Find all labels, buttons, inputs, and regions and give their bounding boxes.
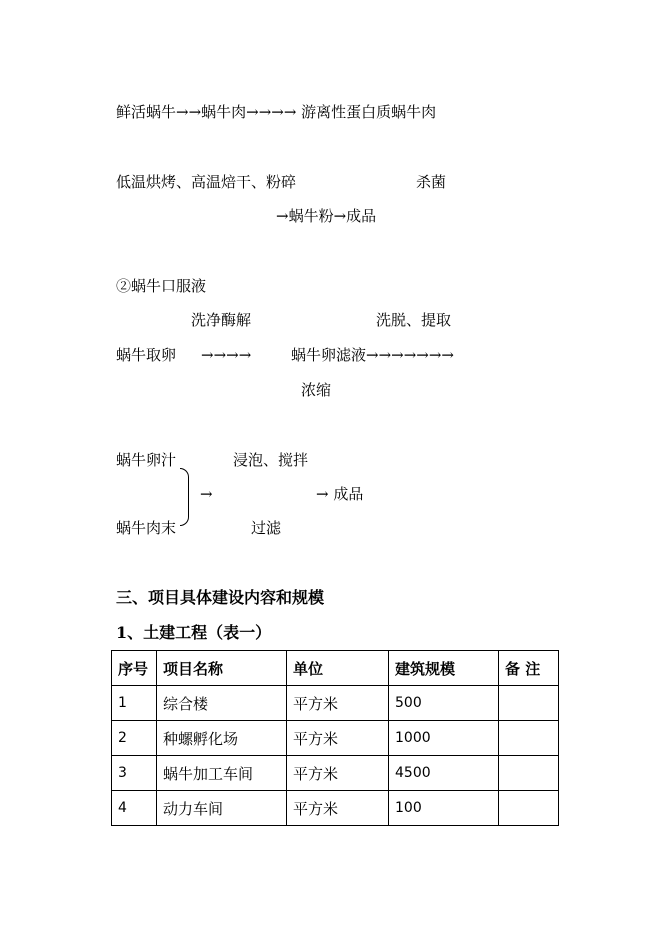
header-index: 序号 <box>112 651 157 686</box>
header-scale: 建筑规模 <box>389 651 499 686</box>
cell-name: 蜗牛加工车间 <box>157 756 287 791</box>
step-start: 蜗牛取卵 <box>116 346 177 364</box>
step-meat-powder: 蜗牛肉末 <box>116 519 177 537</box>
process1-line1: 鲜活蜗牛→→蜗牛肉→→→→ 游离性蛋白质蜗牛肉 <box>116 103 437 121</box>
step-concentrate: 浓缩 <box>301 381 332 399</box>
arrows-1: →→→→ <box>201 346 252 364</box>
cell-remark <box>499 791 559 826</box>
merge-brace <box>180 468 189 526</box>
step-filtrate: 蜗牛卵滤液→→→→→→→ <box>291 346 454 364</box>
label-soak: 浸泡、搅拌 <box>233 451 309 469</box>
cell-scale: 4500 <box>389 756 499 791</box>
cell-scale: 500 <box>389 686 499 721</box>
step-product: → 成品 <box>316 485 364 503</box>
cell-index: 3 <box>112 756 157 791</box>
label-filter: 过滤 <box>251 519 282 537</box>
cell-unit: 平方米 <box>287 686 389 721</box>
table-row <box>112 686 559 721</box>
cell-remark <box>499 756 559 791</box>
cell-scale: 100 <box>389 791 499 826</box>
header-name: 项目名称 <box>157 651 287 686</box>
table-header-row <box>112 651 559 686</box>
cell-unit: 平方米 <box>287 791 389 826</box>
label-elute: 洗脱、提取 <box>376 311 452 329</box>
process1-step-left: 低温烘烤、高温焙干、粉碎 <box>116 173 297 191</box>
cell-index: 2 <box>112 721 157 756</box>
table-row <box>112 721 559 756</box>
process2-title: ②蜗牛口服液 <box>116 277 207 295</box>
process1-line3: →蜗牛粉→成品 <box>276 207 377 225</box>
table-row <box>112 791 559 826</box>
step-egg-juice: 蜗牛卵汁 <box>116 451 177 469</box>
arrow-mid: → <box>200 485 213 503</box>
header-unit: 单位 <box>287 651 389 686</box>
cell-name: 动力车间 <box>157 791 287 826</box>
label-wash: 洗净酶解 <box>191 311 252 329</box>
construction-table <box>111 650 559 826</box>
section-subheading: 1、土建工程（表一） <box>116 623 272 642</box>
cell-scale: 1000 <box>389 721 499 756</box>
process1-step-right: 杀菌 <box>416 173 447 191</box>
table-row <box>112 756 559 791</box>
cell-unit: 平方米 <box>287 721 389 756</box>
cell-remark <box>499 721 559 756</box>
cell-index: 4 <box>112 791 157 826</box>
cell-name: 种螺孵化场 <box>157 721 287 756</box>
cell-name: 综合楼 <box>157 686 287 721</box>
cell-remark <box>499 686 559 721</box>
cell-index: 1 <box>112 686 157 721</box>
header-remark: 备 注 <box>499 651 559 686</box>
section-heading: 三、项目具体建设内容和规模 <box>116 588 325 607</box>
cell-unit: 平方米 <box>287 756 389 791</box>
